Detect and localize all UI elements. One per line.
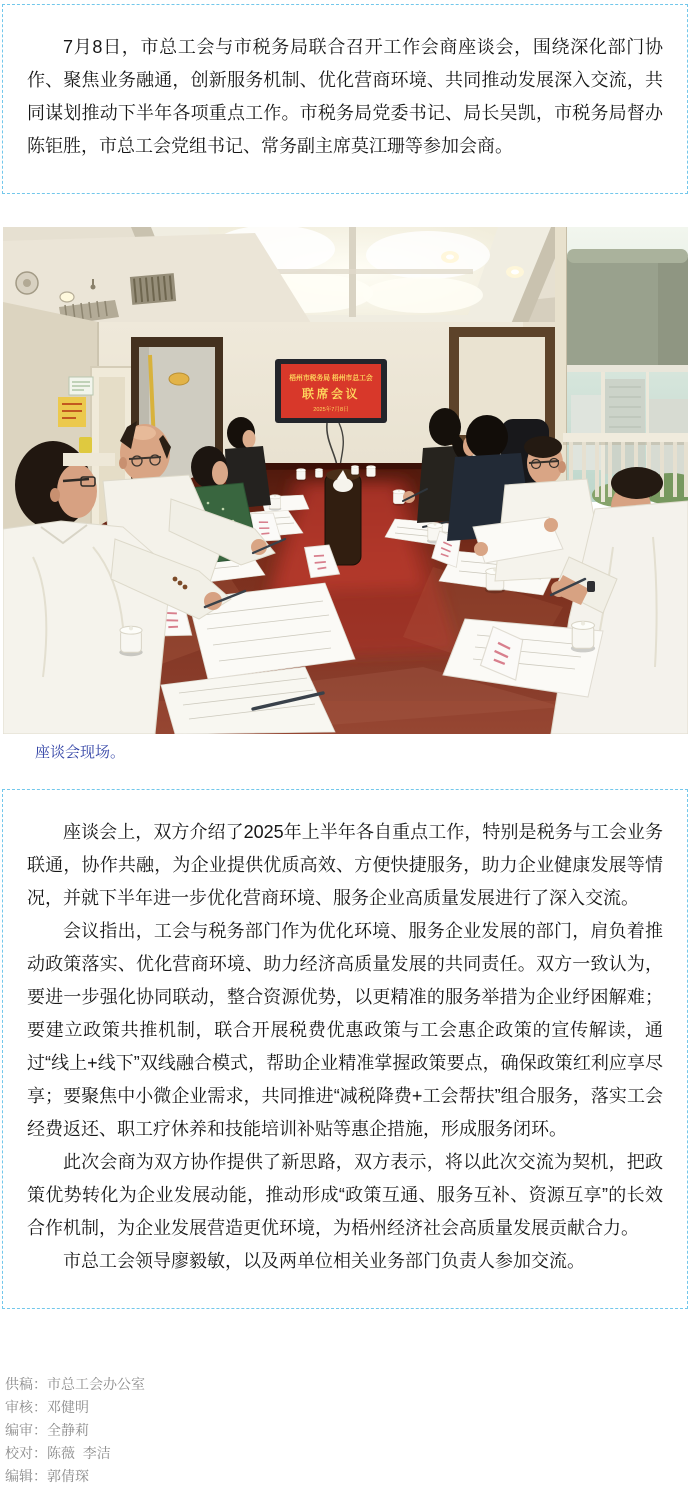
credit-line-editor: 编辑：郭倩琛	[5, 1468, 89, 1484]
meeting-room-illustration	[3, 227, 688, 734]
window	[563, 227, 688, 507]
credit-line-proofreaders: 校对：陈薇 李洁	[5, 1445, 111, 1461]
credit-line-contributor: 供稿：市总工会办公室	[5, 1376, 145, 1392]
window-railing	[563, 433, 688, 442]
air-vent	[130, 273, 176, 305]
article-page	[0, 4, 690, 1488]
yellow-cup	[79, 437, 92, 453]
meeting-photo[interactable]	[3, 227, 688, 734]
tissue	[333, 478, 353, 492]
credit-line-reviewer: 审核：邓健明	[5, 1399, 89, 1415]
credits	[5, 1373, 690, 1488]
body-paragraph-1: 座谈会上，双方介绍了2025年上半年各自重点工作，特别是税务与工会业务联通，协作共融，为企业提供优质高效、方便快捷服务，助力企业健康发展等情况，并就下半年进一步优化营商环境、服务企业高质量发展进行了深入交流。	[27, 822, 663, 908]
intro-section	[2, 4, 688, 194]
credit-line-senior-editor: 编审：全静莉	[5, 1422, 89, 1438]
intro-paragraph: 7月8日，市总工会与市税务局联合召开工作会商座谈会，围绕深化部门协作、聚焦业务融通，创新服务机制、优化营商环境、共同推动发展深入交流，共同谋划推动下半年各项重点工作。市税务局党委书记、局长吴凯，市税务局督办陈钜胜，市总工会党组书记、常务副主席莫江珊等参加会商。	[27, 37, 663, 156]
screen-title-line: 梧州市税务局 梧州市总工会	[289, 375, 373, 382]
screen-main-line: 联席会议	[301, 387, 361, 401]
body-paragraph-2: 会议指出，工会与税务部门作为优化环境、服务企业发展的部门，肩负着推动政策落实、优化营商环境、助力经济高质量发展的共同责任。双方一致认为，要进一步强化协同联动，整合资源优势，以更精准的服务举措为企业纾困解难；要建立政策共推机制，联合开展税费优惠政策与工会惠企政策的宣传解读，通过“线上+线下”双线融合模式，帮助企业精准掌握政策要点，确保政策红利应享尽享；要聚焦中小微企业需求，共同推进“减税降费+工会帮扶”组合服务，落实工会经费返还、职工疗休养和技能培训补贴等惠企措施，形成服务闭环。	[27, 921, 663, 1139]
body-paragraph-4: 市总工会领导廖毅敏，以及两单位相关业务部门负责人参加交流。	[63, 1251, 585, 1271]
screen-date-line: 2025年7月8日	[313, 407, 349, 413]
photo-caption: 座谈会现场。	[35, 744, 126, 761]
body-paragraph-3: 此次会商为双方协作提供了新思路，双方表示，将以此次交流为契机，把政策优势转化为企业发展动能，推动形成“政策互通、服务互补、资源互享”的长效合作机制，为企业发展营造更优环境，为梧州经济社会高质量发展贡献合力。	[27, 1152, 663, 1238]
body-section	[2, 789, 688, 1309]
